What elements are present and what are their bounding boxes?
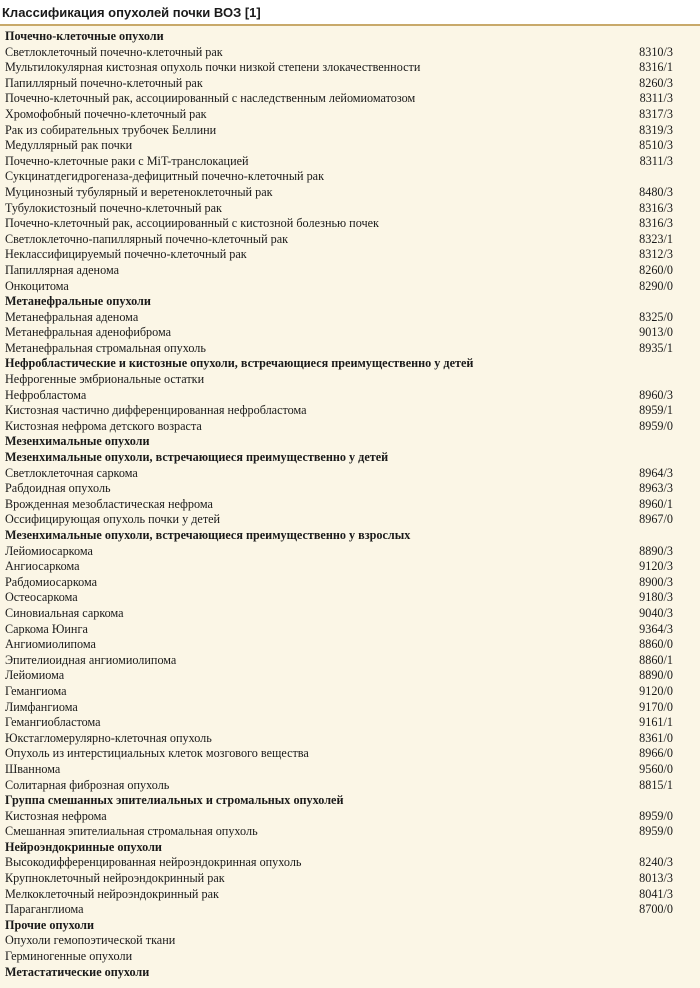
- section-header-row: [0, 434, 700, 450]
- table-row: [0, 372, 700, 388]
- tumor-name: Оссифицирующая опухоль почки у детей: [5, 512, 221, 527]
- section-title: Мезенхимальные опухоли, встречающиеся преимущественно у детей: [5, 450, 389, 465]
- icd-o-code: 8860/0: [639, 637, 673, 652]
- tumor-name: Кистозная частично дифференцированная нефробластома: [5, 403, 307, 418]
- icd-o-code: 8935/1: [639, 340, 673, 355]
- icd-o-code: 8240/3: [639, 855, 673, 870]
- tumor-name: Гемангиобластома: [5, 715, 101, 730]
- section-title: Мезенхимальные опухоли, встречающиеся преимущественно у взрослых: [5, 528, 411, 542]
- table-row: [0, 746, 700, 762]
- section-title: Прочие опухоли: [5, 917, 95, 932]
- section-header-row: [0, 840, 700, 856]
- tumor-name: Почечно-клеточный рак, ассоциированный с наследственным лейомиоматозом: [5, 91, 416, 106]
- tumor-name: Метанефральная аденофиброма: [5, 325, 172, 340]
- icd-o-code: 8890/0: [639, 668, 673, 683]
- table-row: [0, 590, 700, 606]
- table-row: [0, 123, 700, 139]
- table-row: [0, 933, 700, 949]
- table-row: [0, 949, 700, 965]
- icd-o-code: 8310/3: [639, 44, 673, 59]
- tumor-name: Ангиомиолипома: [5, 637, 96, 652]
- section-header-row: [0, 918, 700, 934]
- icd-o-code: 9161/1: [639, 715, 673, 730]
- table-row: [0, 388, 700, 404]
- tumor-name: Папиллярный почечно-клеточный рак: [5, 75, 203, 90]
- icd-o-code: 8890/3: [639, 543, 673, 558]
- icd-o-code: 8317/3: [639, 106, 673, 121]
- icd-o-code: 8260/3: [639, 75, 673, 90]
- icd-o-code: 8260/0: [639, 262, 673, 277]
- icd-o-code: 8959/0: [639, 418, 673, 433]
- table-row: [0, 731, 700, 747]
- icd-o-code: 8960/1: [639, 496, 673, 511]
- section-title: Мезенхимальные опухоли: [5, 434, 150, 449]
- table-row: [0, 91, 700, 107]
- icd-o-code: 8013/3: [639, 871, 673, 886]
- table-row: [0, 544, 700, 560]
- tumor-name: Лейомиосаркома: [5, 543, 93, 558]
- tumor-name: Тубулокистозный почечно-клеточный рак: [5, 200, 222, 215]
- tumor-name: Сукцинатдегидрогеназа-дефицитный почечно-клеточный рак: [5, 169, 325, 184]
- table-row: [0, 107, 700, 123]
- icd-o-code: 8963/3: [639, 481, 673, 496]
- table-row: [0, 154, 700, 170]
- table-row: [0, 216, 700, 232]
- tumor-name: Ангиосаркома: [5, 559, 80, 574]
- icd-o-code: 8041/3: [639, 886, 673, 901]
- table-row: [0, 778, 700, 794]
- icd-o-code: 8316/3: [639, 200, 673, 215]
- icd-o-code: 9013/0: [639, 325, 673, 340]
- icd-o-code: 8959/0: [639, 824, 673, 839]
- tumor-name: Гемангиома: [5, 683, 67, 698]
- icd-o-code: 8290/0: [639, 278, 673, 293]
- table-row: [0, 232, 700, 248]
- table-row: [0, 169, 700, 185]
- section-header-row: [0, 356, 700, 372]
- tumor-name: Рабдомиосаркома: [5, 574, 98, 589]
- table-row: [0, 45, 700, 61]
- table-row: [0, 310, 700, 326]
- table-row: [0, 653, 700, 669]
- tumor-name: Неклассифицируемый почечно-клеточный рак: [5, 247, 247, 262]
- tumor-name: Светлоклеточно-папиллярный почечно-клеточный рак: [5, 231, 289, 246]
- section-header-row: [0, 450, 700, 466]
- table-row: [0, 138, 700, 154]
- tumor-name: Папиллярная аденома: [5, 262, 119, 277]
- table-row: [0, 575, 700, 591]
- tumor-name: Хромофобный почечно-клеточный рак: [5, 106, 207, 121]
- table-row: [0, 497, 700, 513]
- icd-o-code: 8700/0: [639, 902, 673, 917]
- section-title: Нейроэндокринные опухоли: [5, 839, 162, 854]
- tumor-name: Метанефральная стромальная опухоль: [5, 340, 206, 355]
- icd-o-code: 8860/1: [639, 652, 673, 667]
- table-title: Классификация опухолей почки ВОЗ [1]: [0, 0, 700, 26]
- classification-table: [0, 29, 700, 980]
- tumor-name: Кистозная нефрома детского возраста: [5, 418, 202, 433]
- icd-o-code: 8966/0: [639, 746, 673, 761]
- tumor-name: Нефробластома: [5, 387, 87, 402]
- tumor-name: Мультилокулярная кистозная опухоль почки низкой степени злокачественности: [5, 60, 421, 75]
- table-row: [0, 481, 700, 497]
- table-row: [0, 201, 700, 217]
- tumor-name: Светлоклеточный почечно-клеточный рак: [5, 44, 223, 59]
- icd-o-code: 9040/3: [639, 605, 673, 620]
- table-row: [0, 263, 700, 279]
- icd-o-code: 9364/3: [639, 621, 673, 636]
- tumor-name: Шваннома: [5, 761, 61, 776]
- tumor-name: Опухоль из интерстициальных клеток мозгового вещества: [5, 746, 309, 761]
- tumor-name: Рабдоидная опухоль: [5, 481, 111, 496]
- icd-o-code: 8316/1: [639, 60, 673, 75]
- icd-o-code: 8967/0: [639, 512, 673, 527]
- icd-o-code: 8323/1: [639, 231, 673, 246]
- table-row: [0, 76, 700, 92]
- icd-o-code: 8319/3: [639, 122, 673, 137]
- tumor-name: Врожденная мезобластическая нефрома: [5, 496, 213, 511]
- table-row: [0, 902, 700, 918]
- icd-o-code: 8964/3: [639, 465, 673, 480]
- icd-o-code: 9560/0: [639, 761, 673, 776]
- tumor-name: Мелкоклеточный нейроэндокринный рак: [5, 886, 219, 901]
- icd-o-code: 8311/3: [639, 91, 673, 106]
- table-row: [0, 871, 700, 887]
- icd-o-code: 8312/3: [639, 247, 673, 262]
- section-title: Почечно-клеточные опухоли: [5, 29, 164, 43]
- tumor-name: Рак из собирательных трубочек Беллини: [5, 122, 217, 137]
- tumor-name: Солитарная фиброзная опухоль: [5, 777, 170, 792]
- table-row: [0, 855, 700, 871]
- tumor-name: Метанефральная аденома: [5, 309, 139, 324]
- icd-o-code: 8959/0: [639, 808, 673, 823]
- section-header-row: [0, 528, 700, 544]
- icd-o-code: 8900/3: [639, 574, 673, 589]
- section-title: Группа смешанных эпителиальных и стромальных опухолей: [5, 793, 344, 808]
- icd-o-code: 8361/0: [639, 730, 673, 745]
- icd-o-code: 9120/3: [639, 559, 673, 574]
- table-row: [0, 466, 700, 482]
- table-row: [0, 512, 700, 528]
- tumor-name: Герминогенные опухоли: [5, 949, 133, 964]
- icd-o-code: 8960/3: [639, 387, 673, 402]
- table-row: [0, 824, 700, 840]
- table-row: [0, 762, 700, 778]
- icd-o-code: 8815/1: [639, 777, 673, 792]
- icd-o-code: 8959/1: [639, 403, 673, 418]
- table-row: [0, 341, 700, 357]
- tumor-name: Высокодифференцированная нейроэндокринная опухоль: [5, 855, 302, 870]
- table-row: [0, 247, 700, 263]
- tumor-name: Медуллярный рак почки: [5, 138, 133, 153]
- table-row: [0, 637, 700, 653]
- table-row: [0, 622, 700, 638]
- tumor-name: Почечно-клеточные раки с MiT-транслокацией: [5, 153, 249, 168]
- icd-o-code: 8316/3: [639, 216, 673, 231]
- section-title: Метастатические опухоли: [5, 964, 150, 979]
- table-row: [0, 700, 700, 716]
- icd-o-code: 9120/0: [639, 683, 673, 698]
- tumor-name: Лимфангиома: [5, 699, 78, 714]
- table-row: [0, 809, 700, 825]
- tumor-name: Муцинозный тубулярный и веретеноклеточный рак: [5, 184, 273, 199]
- section-header-row: [0, 793, 700, 809]
- table-row: [0, 887, 700, 903]
- tumor-name: Почечно-клеточный рак, ассоциированный с кистозной болезнью почек: [5, 216, 379, 231]
- tumor-name: Светлоклеточная саркома: [5, 465, 138, 480]
- table-row: [0, 668, 700, 684]
- icd-o-code: 9170/0: [639, 699, 673, 714]
- icd-o-code: 9180/3: [639, 590, 673, 605]
- tumor-name: Параганглиома: [5, 902, 84, 917]
- table-row: [0, 684, 700, 700]
- section-title: Нефробластические и кистозные опухоли, встречающиеся преимущественно у детей: [5, 356, 474, 371]
- tumor-name: Эпителиоидная ангиомиолипома: [5, 652, 177, 667]
- icd-o-code: 8510/3: [639, 138, 673, 153]
- tumor-name: Смешанная эпителиальная стромальная опухоль: [5, 824, 258, 839]
- tumor-name: Онкоцитома: [5, 278, 69, 293]
- tumor-name: Лейомиома: [5, 668, 65, 683]
- table-row: [0, 559, 700, 575]
- table-row: [0, 606, 700, 622]
- icd-o-code: 8480/3: [639, 184, 673, 199]
- table-row: [0, 419, 700, 435]
- section-header-row: [0, 965, 700, 981]
- table-row: [0, 325, 700, 341]
- section-header-row: [0, 29, 700, 45]
- table-row: [0, 185, 700, 201]
- icd-o-code: 8311/3: [639, 153, 673, 168]
- icd-o-code: 8325/0: [639, 309, 673, 324]
- tumor-name: Синовиальная саркома: [5, 605, 124, 620]
- table-row: [0, 715, 700, 731]
- tumor-name: Остеосаркома: [5, 590, 78, 605]
- tumor-name: Опухоли гемопоэтической ткани: [5, 933, 176, 948]
- tumor-name: Юкстагломерулярно-клеточная опухоль: [5, 730, 212, 745]
- tumor-name: Саркома Юинга: [5, 621, 88, 636]
- tumor-name: Крупноклеточный нейроэндокринный рак: [5, 871, 225, 886]
- tumor-name: Кистозная нефрома: [5, 808, 107, 823]
- table-row: [0, 60, 700, 76]
- section-header-row: [0, 294, 700, 310]
- section-title: Метанефральные опухоли: [5, 294, 151, 309]
- table-row: [0, 279, 700, 295]
- tumor-name: Нефрогенные эмбриональные остатки: [5, 372, 205, 387]
- table-row: [0, 403, 700, 419]
